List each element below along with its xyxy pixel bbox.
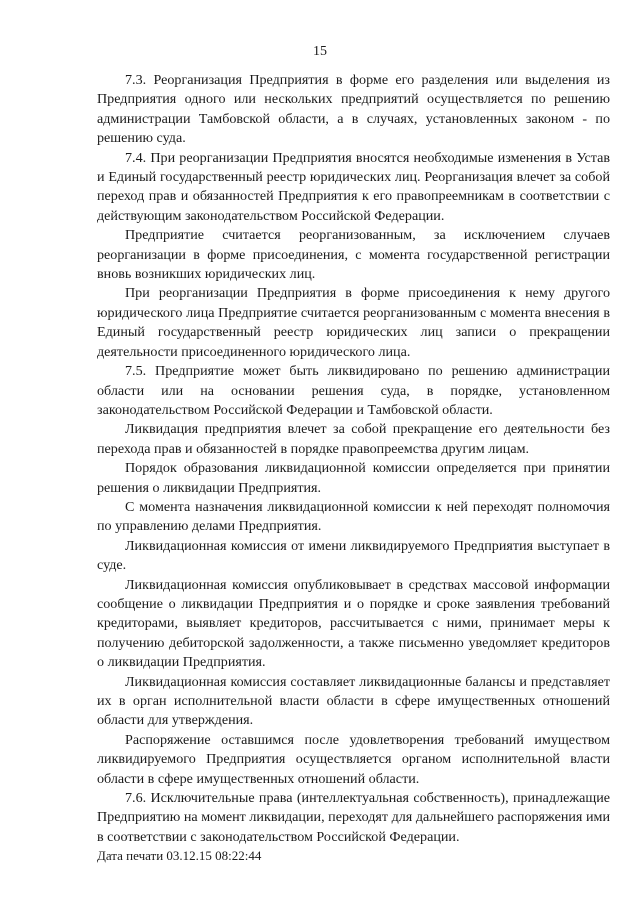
- paragraph-commission-court: Ликвидационная комиссия от имени ликвидируемого Предприятия выступает в суде.: [97, 537, 610, 574]
- page-number: 15: [313, 44, 327, 59]
- paragraph-commission-powers: С момента назначения ликвидационной комиссии к ней переходят полномочия по управлению делами Предприятия.: [97, 498, 610, 535]
- paragraph-7-6: 7.6. Исключительные права (интеллектуальная собственность), принадлежащие Предприятию на момент ликвидации, переходят для дальнейшего распоряжения ими в соответствии с законодательством Российской Федерации.: [97, 790, 610, 845]
- print-date: Дата печати 03.12.15 08:22:44: [97, 848, 262, 863]
- document-body: [97, 71, 610, 847]
- paragraph-commission-balances: Ликвидационная комиссия составляет ликвидационные балансы и представляет их в орган исполнительной власти области в сфере имущественных отношений области для утверждения.: [97, 673, 610, 729]
- paragraph-reorganized: Предприятие считается реорганизованным, за исключением случаев реорганизации в форме присоединения, с момента государственной регистрации вновь возникших юридических лиц.: [97, 227, 610, 283]
- paragraph-commission-formation: Порядок образования ликвидационной комиссии определяется при принятии решения о ликвидации Предприятия.: [97, 460, 610, 496]
- paragraph-7-5: 7.5. Предприятие может быть ликвидировано по решению администрации области или на основании решения суда, в порядке, установленном законодательством Российской Федерации и Тамбовской области.: [97, 363, 610, 418]
- paragraph-liquidation-effect: Ликвидация предприятия влечет за собой прекращение его деятельности без перехода прав и обязанностей в порядке правопреемства другим лицам.: [97, 421, 610, 457]
- paragraph-merger: При реорганизации Предприятия в форме присоединения к нему другого юридического лица Предприятие считается реорганизованным с момента внесения в Единый государственный реестр юридических лиц записи о прекращении деятельности присоединенного юридического лица.: [97, 285, 610, 360]
- paragraph-remaining-property: Распоряжение оставшимся после удовлетворения требований имуществом ликвидируемого Предприятия осуществляется органом исполнительной власти области в сфере имущественных отношений области.: [97, 731, 610, 787]
- paragraph-commission-publication: Ликвидационная комиссия опубликовывает в средствах массовой информации сообщение о ликвидации Предприятия и о порядке и сроке заявления требований кредиторами, выявляет кредиторов, рассчитывается с ними, принимает меры к получению дебиторской задолженности, а также письменно уведомляет кредиторов о ликвидации Предприятия.: [97, 576, 610, 671]
- paragraph-7-4: 7.4. При реорганизации Предприятия вносятся необходимые изменения в Устав и Единый государственный реестр юридических лиц. Реорганизация влечет за собой переход прав и обязанностей Предприятия к его правопреемникам в соответствии с действующим законодательством Российской Федерации.: [97, 149, 610, 224]
- paragraph-7-3: 7.3. Реорганизация Предприятия в форме его разделения или выделения из Предприятия одного или нескольких предприятий осуществляется по решению администрации Тамбовской области, а в случаях, установленных законом - по решению суда.: [97, 72, 610, 147]
